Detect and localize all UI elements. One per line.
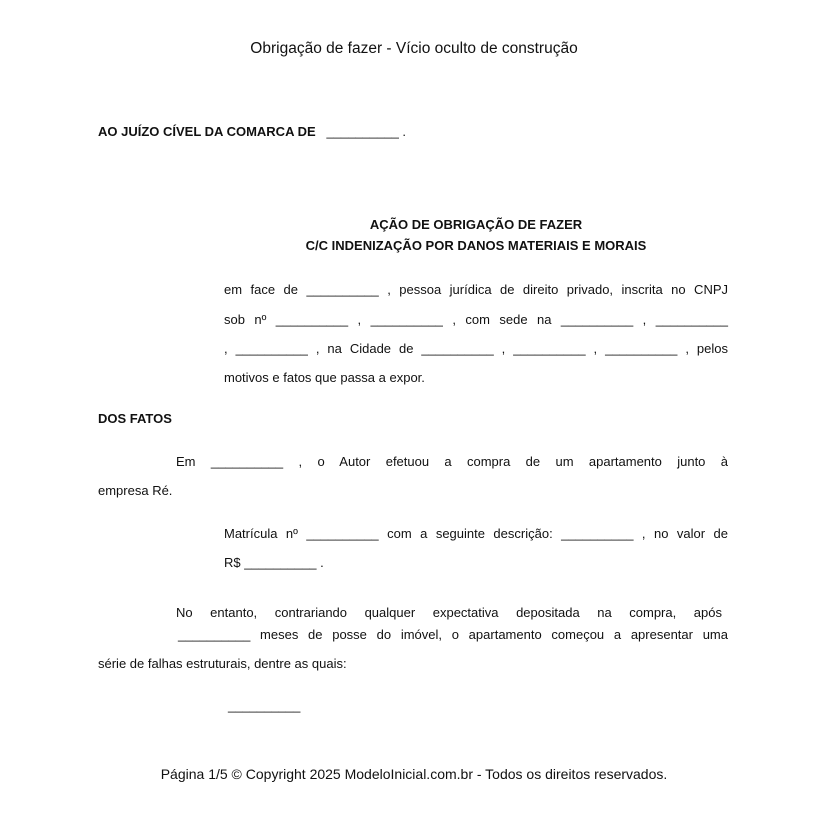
court-address-blank: __________ . [326, 124, 407, 139]
facts-paragraph-1-line-1: Em __________ , o Autor efetuou a compra de um apartamento junto à [176, 454, 728, 469]
court-address [98, 124, 406, 139]
action-title-line2: C/C INDENIZAÇÃO POR DANOS MATERIAIS E MORAIS [305, 238, 647, 253]
defects-list-blank: __________ [228, 698, 301, 713]
facts-paragraph-3-line-1: No entanto, contrariando qualquer expectativa depositada na compra, após [176, 605, 722, 620]
facts-paragraph-2-line-2: R$ __________ . [224, 555, 324, 570]
section-heading-facts: DOS FATOS [98, 411, 172, 426]
facts-paragraph-2-line-1: Matrícula nº __________ com a seguinte descrição: __________ , no valor de [224, 526, 728, 541]
intro-line-4: motivos e fatos que passa a expor. [224, 370, 425, 385]
facts-paragraph-3-line-3: série de falhas estruturais, dentre as quais: [98, 656, 347, 671]
page-footer: Página 1/5 © Copyright 2025 ModeloInicial.com.br - Todos os direitos reservados. [160, 766, 668, 782]
facts-paragraph-3-line-2: __________ meses de posse do imóvel, o apartamento começou a apresentar uma [178, 627, 728, 642]
document-header: Obrigação de fazer - Vício oculto de construção [250, 40, 578, 57]
court-address-label: AO JUÍZO CÍVEL DA COMARCA DE [98, 124, 316, 139]
intro-line-1: em face de __________ , pessoa jurídica de direito privado, inscrita no CNPJ [224, 282, 728, 297]
action-title-line1: AÇÃO DE OBRIGAÇÃO DE FAZER [369, 217, 583, 232]
facts-paragraph-1-line-2: empresa Ré. [98, 483, 173, 498]
intro-line-2: sob nº __________ , __________ , com sede na __________ , __________ [224, 312, 728, 327]
intro-line-3: , __________ , na Cidade de __________ , __________ , __________ , pelos [224, 341, 728, 356]
